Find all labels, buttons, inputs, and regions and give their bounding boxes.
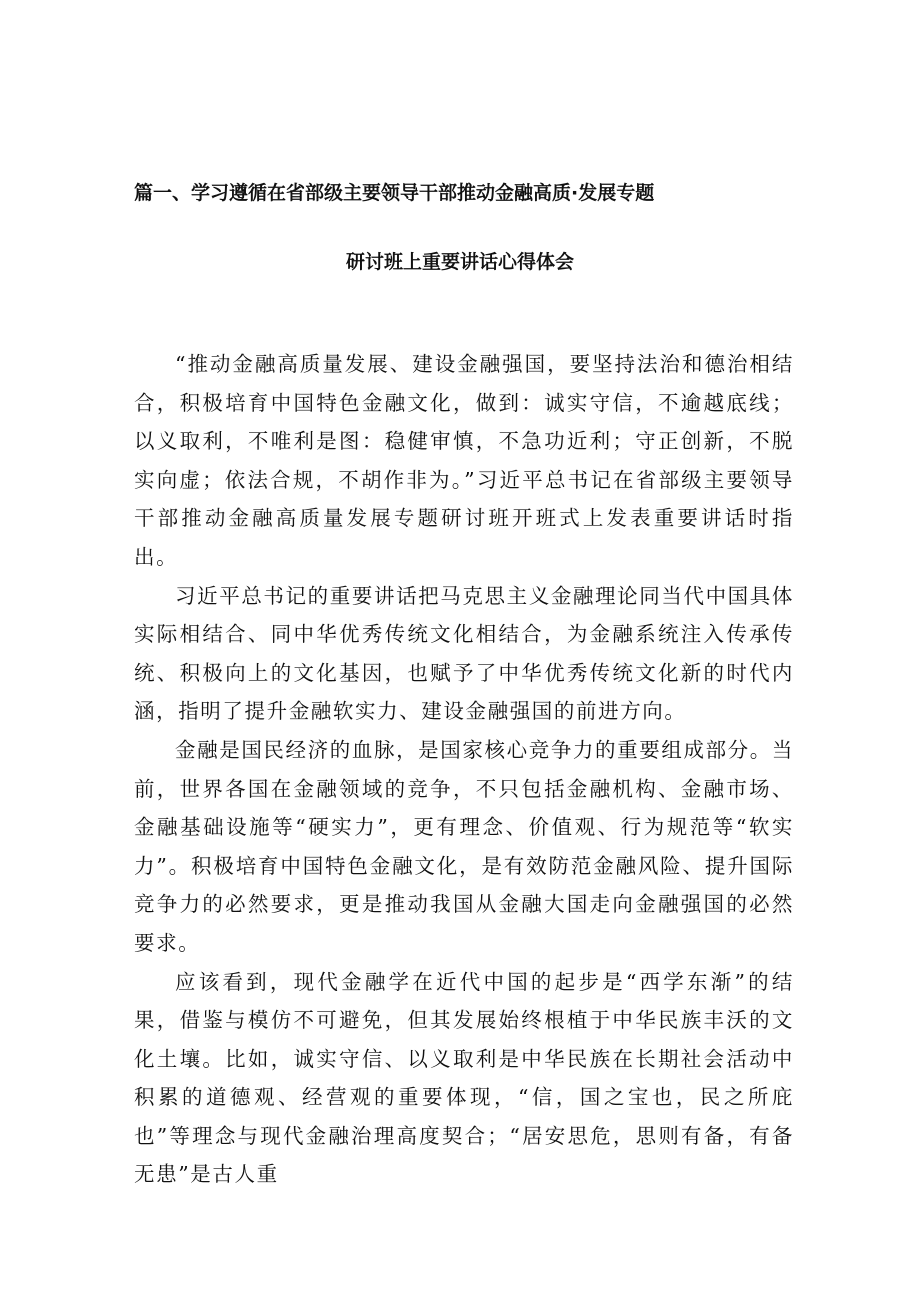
paragraph-3: 金融是国民经济的血脉，是国家核心竞争力的重要组成部分。当前，世界各国在金融领域的竞争，不只包括金融机构、金融市场、金融基础设施等“硬实力”，更有理念、价值观、行为规范等“软实力”。积极培育中国特色金融文化，是有效防范金融风险、提升国际竞争力的必然要求，更是推动我国从金融大国走向金融强国的必然要求。: [134, 737, 794, 955]
document-title-line-2: 研讨班上重要讲话心得体会: [345, 251, 574, 273]
document-title-line-1: 篇一、学习遵循在省部级主要领导干部推动金融高质·发展专题: [134, 182, 655, 204]
paragraph-4: 应该看到，现代金融学在近代中国的起步是“西学东渐”的结果，借鉴与模仿不可避免，但其发展始终根植于中华民族丰沃的文化土壤。比如，诚实守信、以义取利是中华民族在长期社会活动中积累的道德观、经营观的重要体现，“信，国之宝也，民之所庇也”等理念与现代金融治理高度契合；“居安思危，思则有备，有备无患”是古人重: [134, 969, 794, 1187]
paragraph-1: “推动金融高质量发展、建设金融强国，要坚持法治和德治相结合，积极培育中国特色金融文化，做到：诚实守信，不逾越底线；以义取利，不唯利是图：稳健审慎，不急功近利；守正创新，不脱实向虚；依法合规，不胡作非为。”习近平总书记在省部级主要领导干部推动金融高质量发展专题研讨班开班式上发表重要讲话时指出。: [134, 352, 794, 569]
paragraph-2: 习近平总书记的重要讲话把马克思主义金融理论同当代中国具体实际相结合、同中华优秀传统文化相结合，为金融系统注入传承传统、积极向上的文化基因，也赋予了中华优秀传统文化新的时代内涵，指明了提升金融软实力、建设金融强国的前进方向。: [134, 583, 794, 724]
document-body: [134, 345, 794, 1194]
